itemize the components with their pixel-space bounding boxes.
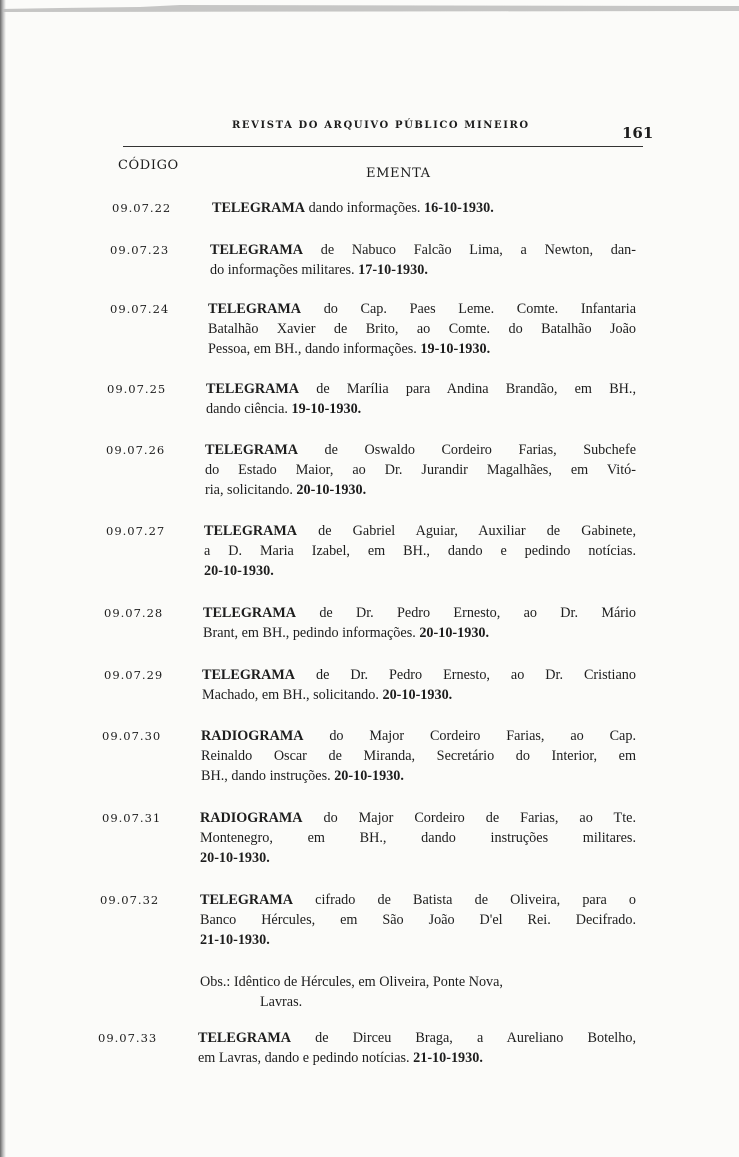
entry-code: 09.07.22 bbox=[112, 201, 172, 215]
entry-summary-line: Batalhão Xavier de Brito, ao Comte. do Batalhão João bbox=[208, 321, 636, 337]
entry-summary bbox=[205, 440, 636, 500]
entry-summary-line: Machado, em BH., solicitando. 20-10-1930. bbox=[202, 687, 453, 703]
entry-summary-line: 20-10-1930. bbox=[204, 563, 274, 579]
entry-summary-line: TELEGRAMA dando informações. 16-10-1930. bbox=[212, 200, 494, 216]
observation-line: Idêntico de Hércules, em Oliveira, Ponte Nova, bbox=[233, 974, 503, 990]
entry-summary-line: Banco Hércules, em São João D'el Rei. Decifrado. bbox=[200, 912, 636, 928]
entry-summary bbox=[210, 240, 636, 280]
entry-summary-line: TELEGRAMA de Dr. Pedro Ernesto, ao Dr. Mário bbox=[203, 605, 636, 621]
entry-summary bbox=[204, 521, 636, 581]
entry-summary bbox=[202, 665, 636, 705]
entry-summary-line: dando ciência. 19-10-1930. bbox=[206, 401, 362, 417]
page-number: 161 bbox=[622, 124, 654, 142]
entry-summary bbox=[208, 299, 636, 359]
entry-summary-line: TELEGRAMA de Marília para Andina Brandão, em BH., bbox=[206, 381, 636, 397]
entry-summary-line: 21-10-1930. bbox=[200, 932, 270, 948]
entry-summary-line: ria, solicitando. 20-10-1930. bbox=[205, 482, 367, 498]
entry-code: 09.07.24 bbox=[110, 302, 170, 316]
entry-summary bbox=[200, 808, 636, 868]
scan-top-edge bbox=[0, 4, 739, 12]
entry-summary-line: TELEGRAMA do Cap. Paes Leme. Comte. Infantaria bbox=[208, 301, 636, 317]
entry-summary-line: Brant, em BH., pedindo informações. 20-10-1930. bbox=[203, 625, 490, 641]
entry-summary bbox=[201, 726, 636, 786]
entry-summary-line: 20-10-1930. bbox=[200, 850, 270, 866]
entry-summary-line: TELEGRAMA de Dr. Pedro Ernesto, ao Dr. Cristiano bbox=[202, 667, 636, 683]
entry-summary-line: Pessoa, em BH., dando informações. 19-10-1930. bbox=[208, 341, 491, 357]
entry-summary bbox=[212, 198, 636, 218]
observation-label: Obs.: bbox=[200, 974, 231, 990]
header-rule bbox=[123, 146, 643, 147]
entry-summary-line: TELEGRAMA de Dirceu Braga, a Aureliano Botelho, bbox=[198, 1030, 636, 1046]
entry-code: 09.07.29 bbox=[104, 668, 164, 682]
entry-summary-line: em Lavras, dando e pedindo notícias. 21-10-1930. bbox=[198, 1050, 483, 1066]
entry-summary-line: a D. Maria Izabel, em BH., dando e pedindo notícias. bbox=[204, 543, 636, 559]
entry-summary-line: RADIOGRAMA do Major Cordeiro de Farias, ao Tte. bbox=[200, 810, 636, 826]
entry-summary-line: TELEGRAMA de Nabuco Falcão Lima, a Newton, dan- bbox=[210, 242, 636, 258]
entry-summary bbox=[200, 890, 636, 950]
entry-summary-line: TELEGRAMA de Gabriel Aguiar, Auxiliar de Gabinete, bbox=[204, 523, 636, 539]
entry-code: 09.07.26 bbox=[106, 443, 166, 457]
entry-code: 09.07.27 bbox=[106, 524, 166, 538]
entry-code: 09.07.31 bbox=[102, 811, 162, 825]
entry-summary-line: do Estado Maior, ao Dr. Jurandir Magalhães, em Vitó- bbox=[205, 462, 636, 478]
observation-line: Lavras. bbox=[260, 994, 303, 1010]
entry-summary-line: TELEGRAMA de Oswaldo Cordeiro Farias, Subchefe bbox=[205, 442, 636, 458]
column-head-summary: EMENTA bbox=[366, 166, 431, 181]
entry-code: 09.07.28 bbox=[104, 606, 164, 620]
entry-summary-line: RADIOGRAMA do Major Cordeiro Farias, ao Cap. bbox=[201, 728, 636, 744]
entry-code: 09.07.32 bbox=[100, 893, 160, 907]
running-title: REVISTA DO ARQUIVO PÚBLICO MINEIRO bbox=[232, 120, 530, 131]
observation-note bbox=[200, 972, 634, 1012]
column-head-code: CÓDIGO bbox=[118, 158, 179, 173]
entry-summary-line: BH., dando instruções. 20-10-1930. bbox=[201, 768, 404, 784]
entry-code: 09.07.30 bbox=[102, 729, 162, 743]
entry-summary bbox=[198, 1028, 636, 1068]
entry-summary-line: Montenegro, em BH., dando instruções militares. bbox=[200, 830, 636, 846]
entry-summary bbox=[206, 379, 636, 419]
entry-summary bbox=[203, 603, 636, 643]
entry-code: 09.07.33 bbox=[98, 1031, 158, 1045]
entry-summary-line: do informações militares. 17-10-1930. bbox=[210, 262, 428, 278]
entry-code: 09.07.25 bbox=[107, 382, 167, 396]
scan-left-edge bbox=[0, 0, 6, 1157]
entry-summary-line: Reinaldo Oscar de Miranda, Secretário do Interior, em bbox=[201, 748, 636, 764]
entry-code: 09.07.23 bbox=[110, 243, 170, 257]
entry-summary-line: TELEGRAMA cifrado de Batista de Oliveira, para o bbox=[200, 892, 636, 908]
